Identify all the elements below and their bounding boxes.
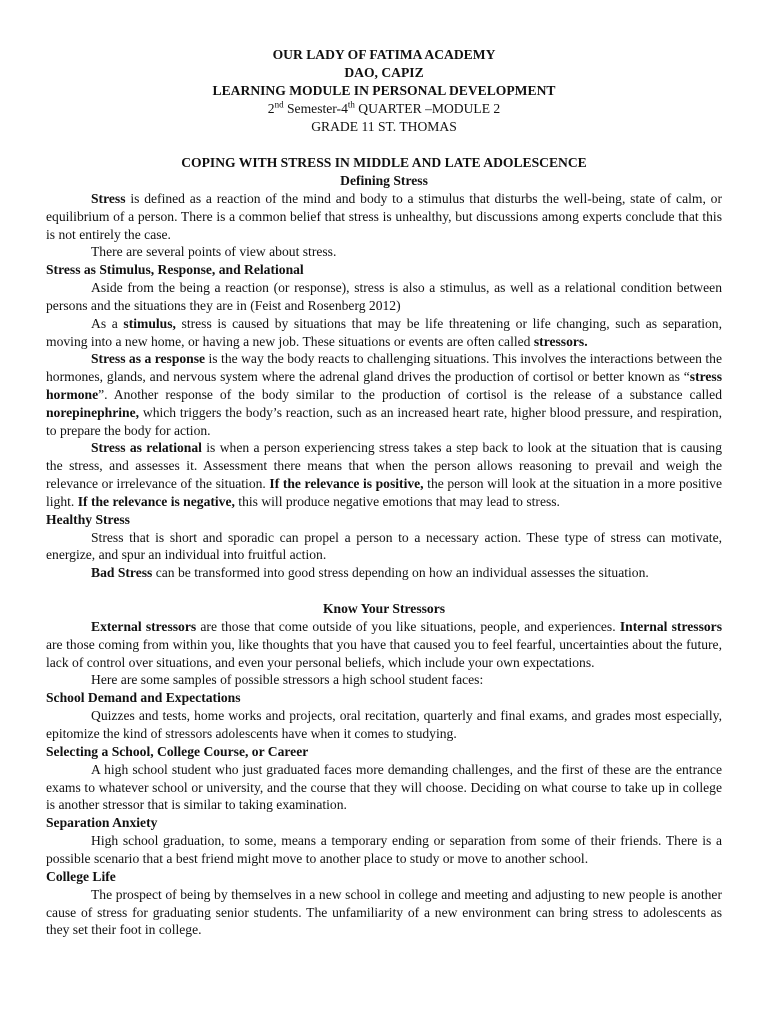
school-name: OUR LADY OF FATIMA ACADEMY [272, 47, 496, 62]
paragraph: Aside from the being a reaction (or response), stress is also a stimulus, as well as a relational condition between persons and the situations they are in (Feist and Rosenberg 2012) [46, 280, 722, 313]
heading-healthy-stress: Healthy Stress [46, 511, 130, 527]
module-title: LEARNING MODULE IN PERSONAL DEVELOPMENT [212, 83, 556, 98]
paragraph: High school graduation, to some, means a temporary ending or separation from some of their friends. There is a possible scenario that a best friend might move to another place to study or move to another school. [46, 833, 722, 866]
school-location: DAO, CAPIZ [344, 65, 424, 80]
paragraph: Bad Stress can be transformed into good stress depending on how an individual assesses the situation. [91, 565, 649, 581]
paragraph: External stressors are those that come outside of you like situations, people, and experiences. Internal stressors are those coming from within you, like thoughts that you have that caused you to feel fearful, uncertainties about the future, lack of control over situations, and even your personal beliefs, which include your own expectations. [46, 618, 722, 670]
paragraph: Stress that is short and sporadic can propel a person to a necessary action. These type of stress can motivate, energize, and spur an individual into fruitful action. [46, 529, 722, 563]
semester-line: 2nd Semester-4th QUARTER –MODULE 2 [267, 99, 501, 116]
grade-line: GRADE 11 ST. THOMAS [311, 119, 457, 134]
paragraph: A high school student who just graduated faces more demanding challenges, and the first of these are the entrance exams to whatever school or university, and the course that they will choose. Deciding on what course to take up in college is another stressor that is similar to taking examination. [46, 761, 722, 813]
heading-separation-anxiety: Separation Anxiety [46, 815, 158, 831]
paragraph: Stress as a response is the way the body reacts to challenging situations. This involves the interactions between the hormones, glands, and nervous system where the adrenal gland drives the production of cortisol or better known as “stress hormone”. Another response of the body similar to the production of cortisol is the release of a substance called norepinephrine, which triggers the body’s reaction, such as an increased heart rate, higher blood pressure, and respiration, to prepare the body for action. [46, 351, 722, 438]
paragraph: Quizzes and tests, home works and projects, oral recitation, quarterly and final exams, and grades most especially, epitomize the kind of stressors adolescents have when it comes to studying. [46, 708, 722, 741]
heading-college-life: College Life [46, 868, 116, 884]
document-header [46, 46, 722, 136]
spacer [46, 582, 722, 600]
heading-know-your-stressors: Know Your Stressors [322, 600, 446, 616]
paragraph: There are several points of view about stress. [91, 244, 337, 260]
heading-stress-stimulus-response: Stress as Stimulus, Response, and Relational [46, 262, 304, 278]
paragraph: The prospect of being by themselves in a new school in college and meeting and adjusting to new people is another cause of stress for graduating senior students. The unfamiliarity of a new environment can bring stress to adolescents as they set their foot in college. [46, 886, 722, 938]
heading-defining-stress: Defining Stress [340, 173, 428, 188]
paragraph: As a stimulus, stress is caused by situations that may be life threatening or life changing, such as separation, moving into a new home, or having a new job. These situations or events are often called stressors. [46, 315, 722, 349]
paragraph: Here are some samples of possible stressors a high school student faces: [91, 672, 484, 688]
heading-school-demand: School Demand and Expectations [46, 690, 241, 706]
document-title: COPING WITH STRESS IN MIDDLE AND LATE ADOLESCENCE [181, 155, 587, 170]
paragraph: Stress as relational is when a person experiencing stress takes a step back to look at the situation that is causing the stress, and assesses it. Assessment there means that when the person allows reasoning to prevail and weigh the relevance or irrelevance of the situation. If the relevance is positive, the person will look at the situation in a more positive light. If the relevance is negative, this will produce negative emotions that may lead to stress. [46, 440, 722, 509]
heading-selecting-school: Selecting a School, College Course, or Career [46, 743, 309, 759]
paragraph: Stress is defined as a reaction of the mind and body to a stimulus that disturbs the well-being, state of calm, or equilibrium of a person. There is a common belief that stress is unhealthy, but discussions among experts conclude that this is not entirely the case. [46, 191, 722, 242]
